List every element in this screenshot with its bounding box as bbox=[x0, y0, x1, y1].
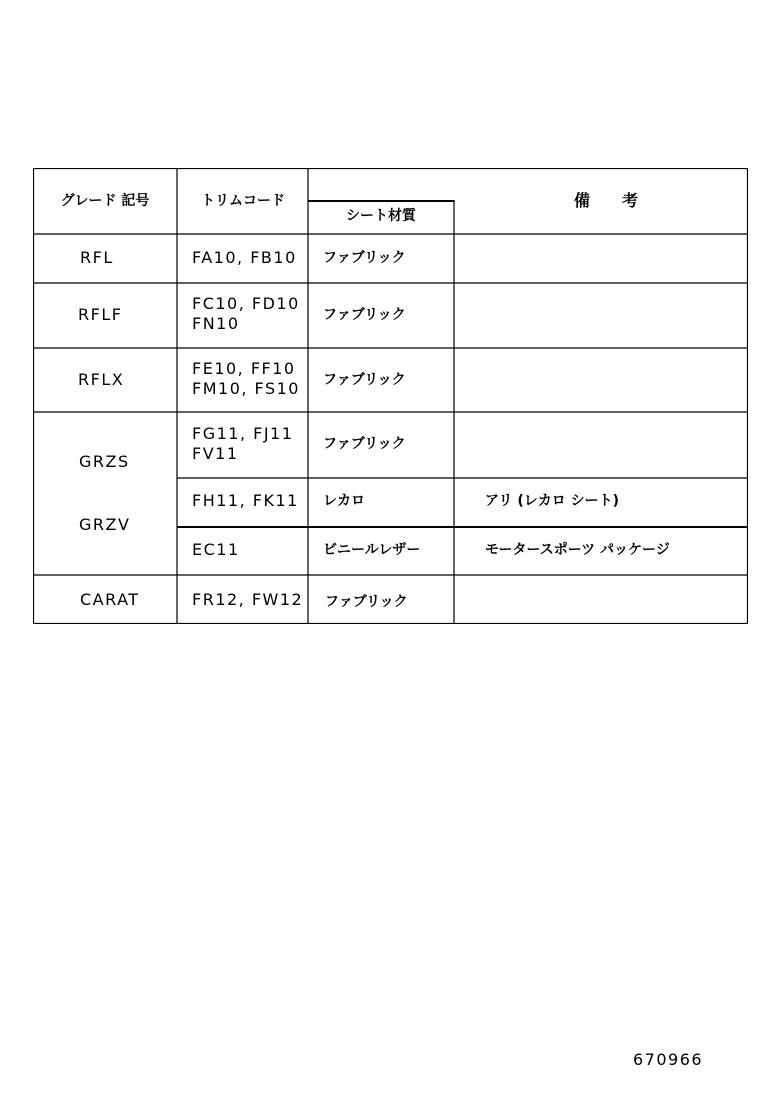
grade-cell: RFL bbox=[80, 248, 114, 267]
header-trim-code: トリムコード bbox=[201, 193, 285, 209]
document-number: 670966 bbox=[633, 1050, 704, 1069]
grade-cell: CARAT bbox=[80, 590, 140, 609]
material-cell: ファブリック bbox=[323, 307, 406, 323]
trim-code-cell: FC10, FD10 bbox=[192, 294, 300, 313]
trim-code-cell: FM10, FS10 bbox=[192, 379, 300, 398]
material-cell: ビニールレザー bbox=[323, 542, 421, 558]
trim-code-cell: FG11, FJ11 bbox=[192, 424, 294, 443]
header-remarks: 備 考 bbox=[573, 191, 639, 210]
trim-code-cell: FA10, FB10 bbox=[192, 248, 297, 267]
grade-cell: RFLF bbox=[78, 305, 123, 324]
grade-cell: GRZS bbox=[79, 452, 130, 471]
trim-code-cell: FE10, FF10 bbox=[192, 359, 296, 378]
trim-code-cell: EC11 bbox=[192, 540, 240, 559]
grade-cell: RFLX bbox=[78, 370, 125, 389]
trim-table bbox=[33, 168, 748, 624]
trim-code-cell: FH11, FK11 bbox=[192, 491, 299, 510]
material-cell: レカロ bbox=[323, 493, 365, 509]
remarks-cell: アリ (レカロ シート) bbox=[485, 493, 619, 509]
remarks-cell: モータースポーツ パッケージ bbox=[485, 542, 670, 558]
material-cell: ファブリック bbox=[323, 436, 406, 452]
trim-code-cell: FR12, FW12 bbox=[192, 590, 304, 609]
material-cell: ファブリック bbox=[323, 372, 406, 388]
trim-code-cell: FV11 bbox=[192, 444, 239, 463]
header-seat-material: シート材質 bbox=[346, 208, 416, 224]
header-grade: グレード 記号 bbox=[60, 193, 150, 209]
trim-code-cell: FN10 bbox=[192, 314, 240, 333]
material-cell: ファブリック bbox=[323, 250, 406, 266]
material-cell: ファブリック bbox=[325, 594, 408, 610]
grade-cell: GRZV bbox=[79, 515, 131, 534]
